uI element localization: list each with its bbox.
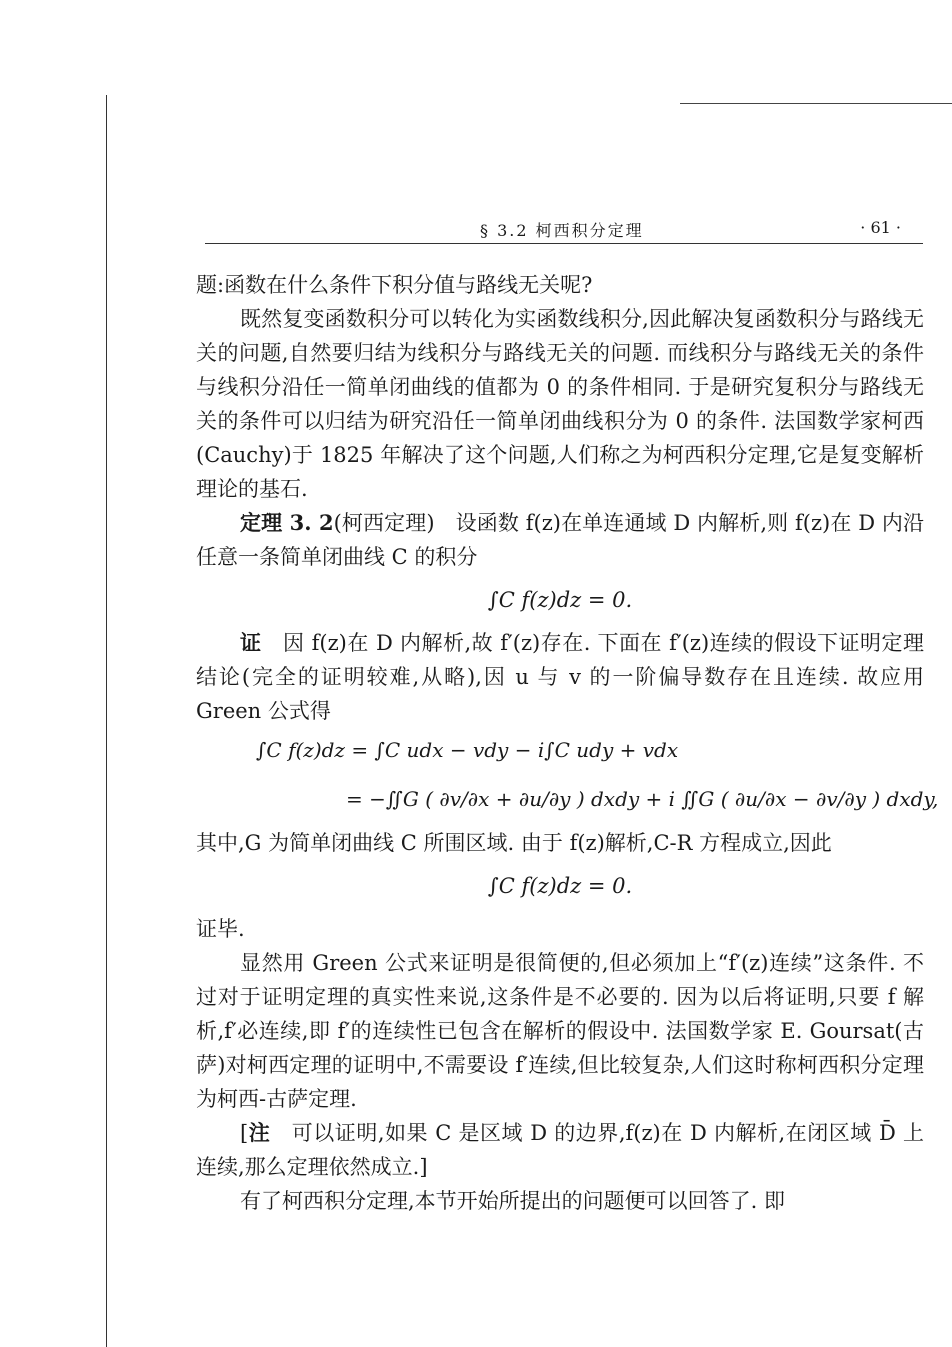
proof-text: 因 f(z)在 D 内解析,故 f′(z)存在. 下面在 f′(z)连续的假设下证明定理结论(完全的证明较难,从略),因 u 与 v 的一阶偏导数存在且连续. 故应用 Green 公式得: [196, 631, 925, 723]
paragraph-3: 其中,G 为简单闭曲线 C 所围区域. 由于 f(z)解析,C-R 方程成立,因此: [196, 831, 832, 855]
header-rule: [205, 243, 923, 244]
paragraph-2: 既然复变函数积分可以转化为实函数线积分,因此解决复函数积分与路线无关的问题,自然要归结为线积分与路线无关的问题. 而线积分与路线无关的条件与线积分沿任一简单闭曲线的值都为 0 的条件相同. 于是研究复积分与路线无关的条件可以归结为研究沿任一简单闭曲线积分为 0 的条件. 法国数学家柯西(Cauchy)于 1825 年解决了这个问题,人们称之为柯西积分定理,它是复变解析理论的基石.: [196, 307, 924, 501]
equation-2-line-1: ∫C f(z)dz = ∫C udx − vdy − i∫C udy + vdx: [256, 738, 679, 762]
section-title: § 3.2 柯西积分定理: [480, 221, 644, 240]
theorem-paragraph: [196, 506, 924, 574]
page-body: [196, 268, 939, 1218]
paragraph-1: 题:函数在什么条件下积分值与路线无关呢?: [196, 273, 593, 297]
left-margin-rule: [106, 95, 107, 1347]
theorem-label: 定理 3. 2: [240, 510, 334, 535]
note-text: 可以证明,如果 C 是区域 D 的边界,f(z)在 D 内解析,在闭区域 D̄ 上连续,那么定理依然成立.]: [196, 1121, 925, 1179]
page-number: · 61 ·: [860, 218, 901, 237]
proof-paragraph: [196, 626, 924, 728]
equation-2-line-2: = −∬G ( ∂v/∂x + ∂u/∂y ) dxdy + i ∬G ( ∂u/∂x − ∂v/∂y ) dxdy,: [346, 787, 939, 811]
theorem-text: 设函数 f(z)在单连通域 D 内解析,则 f(z)在 D 内沿任意一条简单闭曲线 C 的积分: [196, 511, 924, 569]
note-label: 注: [248, 1120, 271, 1145]
paragraph-4: 显然用 Green 公式来证明是很简便的,但必须加上“f′(z)连续”这条件. 不过对于证明定理的真实性来说,这条件是不必要的. 因为以后将证明,只要 f 解析,f′必连续,即 f′的连续性已包含在解析的假设中. 法国数学家 E. Goursat(古萨)对柯西定理的证明中,不需要设 f′连续,但比较复杂,人们这时称柯西积分定理为柯西-古萨定理.: [196, 951, 924, 1111]
equation-1: ∫C f(z)dz = 0.: [487, 588, 633, 612]
paragraph-5: 有了柯西积分定理,本节开始所提出的问题便可以回答了. 即: [240, 1189, 786, 1213]
theorem-name: (柯西定理): [333, 511, 435, 535]
equation-3: ∫C f(z)dz = 0.: [487, 874, 633, 898]
note-paragraph: [196, 1116, 924, 1184]
proof-label: 证: [240, 630, 262, 655]
top-edge-rule: [680, 103, 952, 104]
proof-end: 证毕.: [196, 917, 245, 941]
running-header: [205, 214, 923, 244]
note-open-bracket: [: [240, 1121, 249, 1145]
